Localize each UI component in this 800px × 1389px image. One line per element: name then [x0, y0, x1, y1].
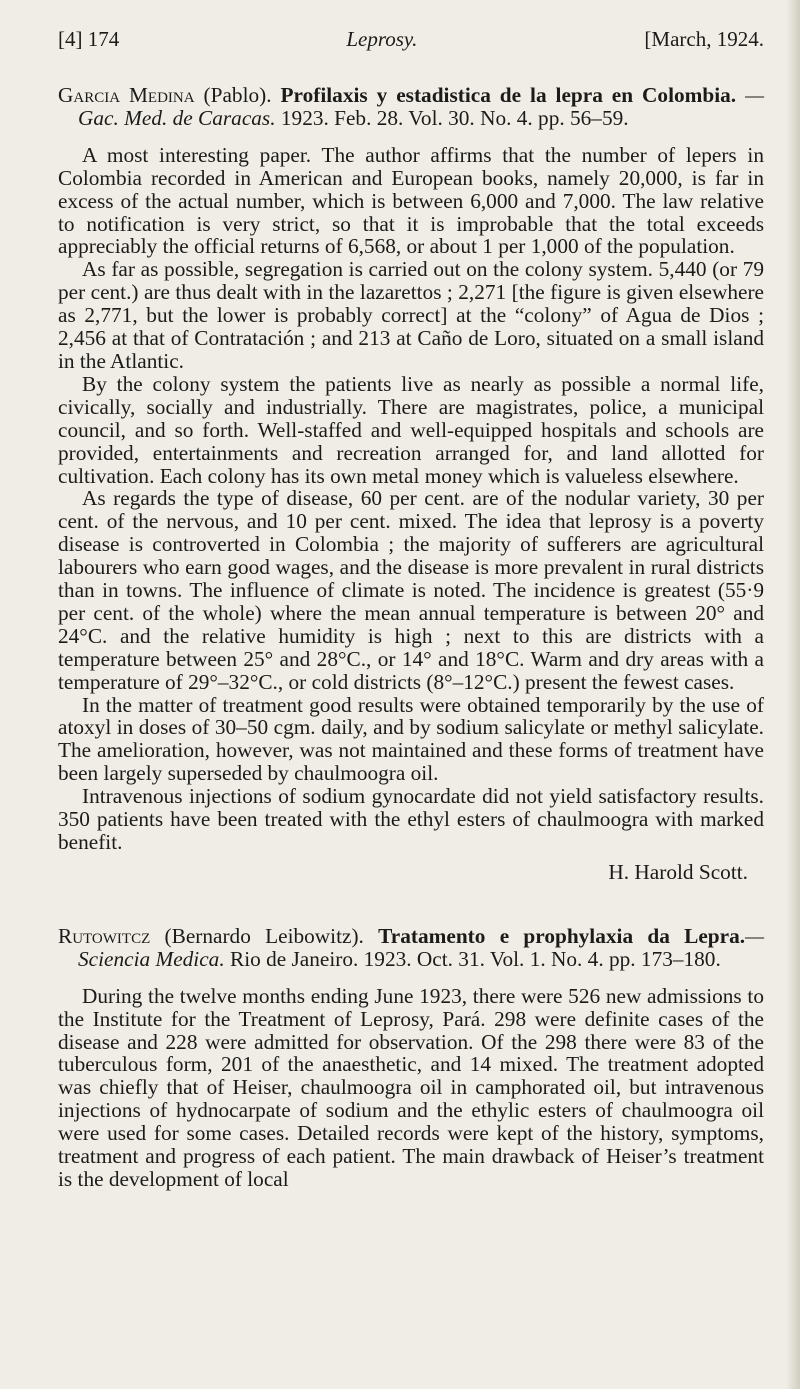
issue-date: [March, 1924.	[644, 27, 764, 51]
running-title: Leprosy.	[346, 27, 418, 51]
citation-source: —Sciencia Medica.	[78, 923, 764, 971]
citation-author: Garcia Medina	[58, 83, 195, 107]
page-edge-shadow	[786, 0, 800, 1389]
citation-1	[58, 84, 764, 130]
running-header	[58, 24, 764, 54]
paragraph: By the colony system the patients live as nearly as possible a normal life, civically, socially and industrially. There are magistrates, police, a municipal council, and so forth. Well-staffed and well-equipped hospitals and schools are provided, entertainments and recreation arranged for, and land allotted for cultivation. Each colony has its own metal money which is valueless elsewhere.	[58, 371, 764, 488]
reviewer-signature: H. Harold Scott.	[608, 859, 748, 884]
citation-title: Tratamento e prophylaxia da Lepra.	[378, 923, 746, 948]
citation-author: Rutowitcz	[58, 923, 151, 948]
paragraph: A most interesting paper. The author affirms that the number of lepers in Colombia recorded in American and European books, namely 20,000, is far in excess of the actual number, which is between 6,000 and 7,000. The law relative to notification is very strict, so that it is improbable that the total exceeds appreciably the official returns of 6,568, or about 1 per 1,000 of the population.	[58, 142, 764, 259]
citation-details: 1923. Feb. 28. Vol. 30. No. 4. pp. 56–59.	[280, 105, 629, 130]
citation-author-rest: (Bernardo Leibowitz).	[150, 923, 364, 948]
citation-details: Rio de Janeiro. 1923. Oct. 31. Vol. 1. No. 4. pp. 173–180.	[229, 946, 721, 971]
paragraph: In the matter of treatment good results were obtained temporarily by the use of atoxyl in doses of 30–50 cgm. daily, and by sodium salicylate or methyl salicylate. The amelioration, however, was not maintained and these forms of treatment have been largely superseded by chaulmoogra oil.	[58, 692, 764, 786]
abstract-entry-2	[58, 925, 764, 1191]
abstract-entry-1	[58, 84, 764, 885]
citation-title: Profilaxis y estadistica de la lepra en Colombia.	[280, 83, 737, 107]
paragraph: During the twelve months ending June 1923, there were 526 new admissions to the Institute for the Treatment of Leprosy, Pará. 298 were definite cases of the disease and 228 were admitted for observation. Of the 298 there were 83 of the tuberculous form, 201 of the anaesthetic, and 14 mixed. The treatment adopted was chiefly that of Heiser, chaulmoogra oil in camphorated oil, but intravenous injections of hydnocarpate of sodium and the ethylic esters of chaulmoogra oil were used for some cases. Detailed records were kept of the history, symptoms, treatment and progress of each patient. The main drawback of Heiser’s treatment is the development of local	[58, 983, 764, 1191]
paragraph: Intravenous injections of sodium gynocardate did not yield satisfactory results. 350 patients have been treated with the ethyl esters of chaulmoogra with marked benefit.	[58, 784, 764, 854]
paragraph: As regards the type of disease, 60 per cent. are of the nodular variety, 30 per cent. of the nervous, and 10 per cent. mixed. The idea that leprosy is a poverty disease is controverted in Colombia ; the majority of sufferers are agricultural labourers who earn good wages, and the disease is more prevalent in rural districts than in towns. The influence of climate is noted. The incidence is greatest (55·9 per cent. of the whole) where the mean annual temperature is between 20° and 24°C. and the relative humidity is high ; next to this are districts with a temperature between 25° and 28°C., or 14° and 18°C. Warm and dry areas with a temperature of 29°–32°C., or cold districts (8°–12°C.) present the fewest cases.	[58, 486, 764, 694]
page-number: [4] 174	[58, 27, 120, 51]
entry-separator	[58, 885, 764, 925]
citation-source: —Gac. Med. de Caracas.	[78, 83, 765, 130]
paragraph: As far as possible, segregation is carried out on the colony system. 5,440 (or 79 per cent.) are thus dealt with in the lazarettos ; 2,271 [the figure is given elsewhere as 2,771, but the lower is probably correct] at the “colony” of Agua de Dios ; 2,456 at that of Contratación ; and 213 at Caño de Loro, situated on a small island in the Atlantic.	[58, 257, 764, 373]
citation-2	[58, 925, 764, 971]
journal-page	[58, 24, 764, 1191]
citation-author-rest: (Pablo).	[194, 83, 272, 107]
